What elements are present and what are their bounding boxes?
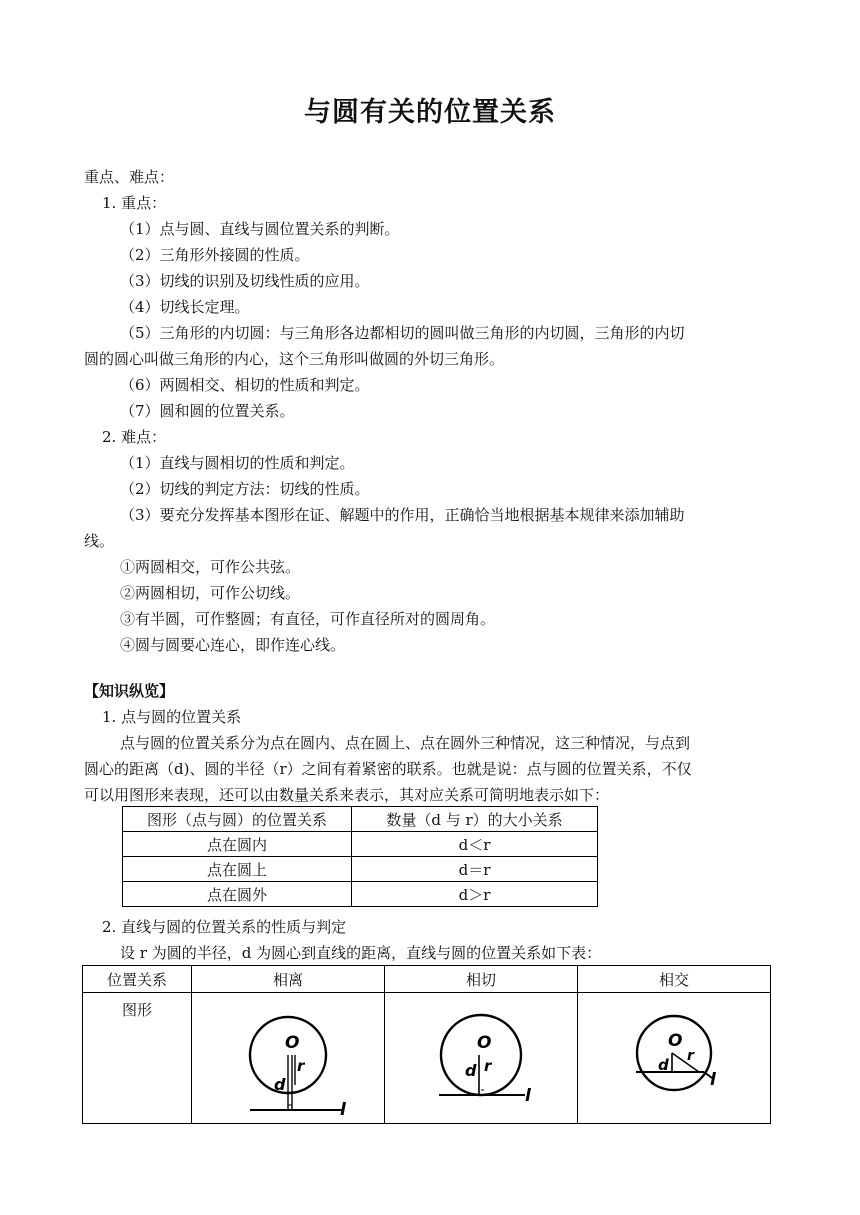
tangent-diagram: [385, 993, 577, 1119]
point-circle-text: 圆心的距离（d)、圆的半径（r）之间有着紧密的联系。也就是说：点与圆的位置关系，不仅: [84, 760, 692, 778]
row-label: 图形: [121, 1001, 152, 1019]
point-circle-text: 可以用图形来表现，还可以由数量关系来表示，其对应关系可简明地表示如下：: [84, 786, 610, 804]
difficult-subpoint: ①两圆相交，可作公共弦。: [120, 558, 301, 576]
line-circle-heading: 2. 直线与圆的位置关系的性质与判定: [102, 918, 347, 936]
table-row: [83, 993, 771, 1124]
line-label: l: [340, 1100, 346, 1119]
table-cell: 点在圆内: [123, 832, 352, 857]
key-point: （6）两圆相交、相切的性质和判定。: [120, 376, 370, 394]
difficult-points-heading: 2. 难点：: [102, 428, 167, 446]
key-point: （3）切线的识别及切线性质的应用。: [120, 272, 370, 290]
table-header: 相交: [578, 966, 771, 993]
figure-cell-intersect: [578, 993, 771, 1124]
table-header: 相切: [385, 966, 578, 993]
row-label-cell: [83, 993, 192, 1124]
table-header: 数量（d 与 r）的大小关系: [352, 807, 598, 832]
table-row: [123, 882, 598, 907]
section-heading-key-difficult: 重点、难点：: [84, 168, 175, 186]
difficult-subpoint: ②两圆相切，可作公切线。: [120, 584, 301, 602]
radius-label: r: [297, 1057, 305, 1075]
table-cell: 点在圆上: [123, 857, 352, 882]
table-cell: d＞r: [352, 882, 598, 907]
difficult-subpoint: ③有半圆，可作整圆；有直径，可作直径所对的圆周角。: [120, 610, 496, 628]
line-circle-table: [82, 965, 771, 1124]
key-point: （7）圆和圆的位置关系。: [120, 402, 295, 420]
radius-label: r: [687, 1048, 694, 1064]
difficult-point: （1）直线与圆相切的性质和判定。: [120, 454, 355, 472]
point-circle-table: [122, 806, 598, 907]
page-title: 与圆有关的位置关系: [304, 97, 556, 128]
point-circle-text: 点与圆的位置关系分为点在圆内、点在圆上、点在圆外三种情况，这三种情况，与点到: [120, 734, 691, 752]
key-point: （4）切线长定理。: [120, 298, 250, 316]
table-header: 位置关系: [83, 966, 192, 993]
key-point: （2）三角形外接圆的性质。: [120, 246, 310, 264]
separate-diagram: [192, 993, 384, 1119]
figure-cell-separate: [192, 993, 385, 1124]
point-circle-heading: 1. 点与圆的位置关系: [102, 708, 242, 726]
table-header: 图形（点与圆）的位置关系: [123, 807, 352, 832]
center-label: O: [285, 1033, 300, 1053]
key-point: （5）三角形的内切圆：与三角形各边都相切的圆叫做三角形的内切圆，三角形的内切: [120, 324, 685, 342]
radius-label: r: [484, 1057, 492, 1075]
key-point-continuation: 圆的圆心叫做三角形的内心，这个三角形叫做圆的外切三角形。: [84, 350, 505, 368]
difficult-point: （3）要充分发挥基本图形在证、解题中的作用，正确恰当地根据基本规律来添加辅助: [120, 506, 685, 524]
table-cell: d＜r: [352, 832, 598, 857]
line-label: l: [710, 1070, 716, 1090]
key-points-heading: 1. 重点：: [102, 194, 167, 212]
table-header: 相离: [192, 966, 385, 993]
line-label: l: [525, 1086, 531, 1106]
difficult-subpoint: ④圆与圆要心连心，即作连心线。: [120, 636, 346, 654]
table-row: [123, 832, 598, 857]
center-label: O: [668, 1031, 683, 1051]
table-cell: d＝r: [352, 857, 598, 882]
distance-label: d: [465, 1061, 477, 1080]
figure-cell-tangent: [385, 993, 578, 1124]
overview-heading: 【知识纵览】: [84, 682, 175, 700]
intersect-diagram: [578, 993, 770, 1119]
distance-label: d: [658, 1056, 669, 1074]
center-label: O: [477, 1033, 492, 1053]
difficult-point: （2）切线的判定方法：切线的性质。: [120, 480, 370, 498]
distance-label: d: [274, 1075, 286, 1094]
table-cell: 点在圆外: [123, 882, 352, 907]
difficult-point-continuation: 线。: [84, 532, 115, 550]
table-row: [123, 857, 598, 882]
key-point: （1）点与圆、直线与圆位置关系的判断。: [120, 220, 400, 238]
line-circle-text: 设 r 为圆的半径，d 为圆心到直线的距离，直线与圆的位置关系如下表：: [120, 944, 602, 962]
